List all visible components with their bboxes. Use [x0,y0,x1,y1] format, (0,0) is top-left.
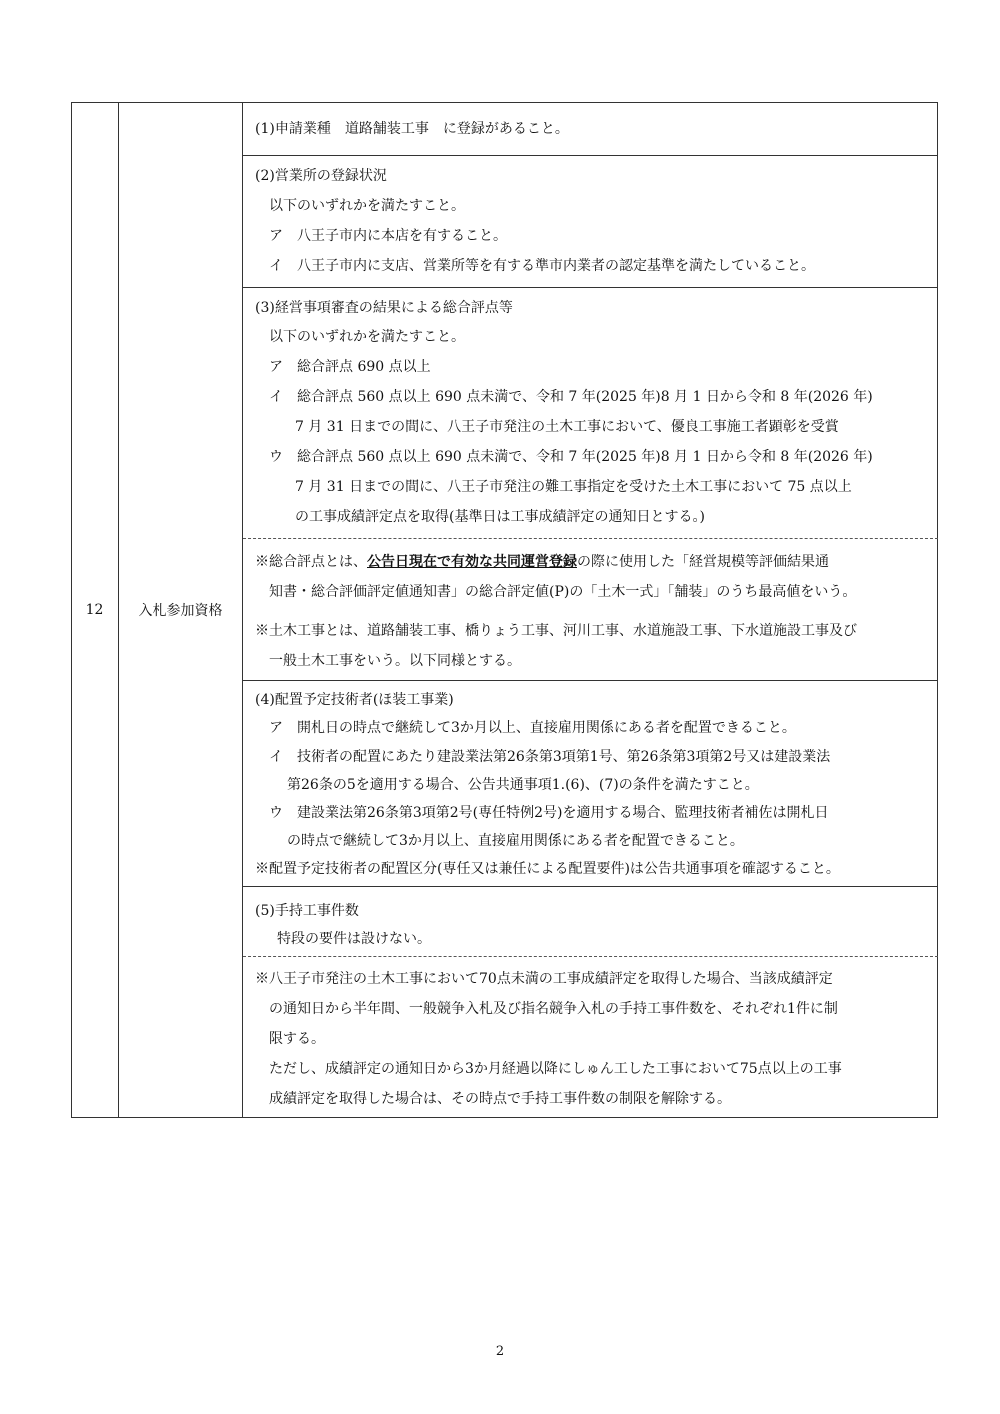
score-line: 7 月 31 日までの間に、八王子市発注の難工事指定を受けた土木工事において 75 点以上 [295,479,852,495]
score-note-line: 一般土木工事をいう。以下同様とする。 [269,653,521,669]
section-evaluation-score [243,287,938,538]
score-heading: (3)経営事項審査の結果による総合評点等 [255,300,513,316]
section-concurrent-works [243,886,938,956]
score-note-line: ※総合評点とは、公告日現在で有効な共同運営登録の際に使用した「経営規模等評価結果通 [255,554,829,570]
section-business-type [243,102,938,155]
office-line: ア 八王子市内に本店を有すること。 [269,228,507,244]
office-line: イ 八王子市内に支店、営業所等を有する準市内業者の認定基準を満たしていること。 [269,258,815,274]
row-number: 12 [71,102,119,1118]
concurrent-note-line: 成績評定を取得した場合は、その時点で手持工事件数の制限を解除する。 [269,1091,731,1107]
emphasis-text: 公告日現在で有効な共同運営登録 [367,554,577,570]
concurrent-line: 特段の要件は設けない。 [277,931,431,947]
score-line: 7 月 31 日までの間に、八王子市発注の土木工事において、優良工事施工者顕彰を受賞 [295,419,839,435]
engineer-line: ウ 建設業法第26条第3項第2号(専任特例2号)を適用する場合、監理技術者補佐は開札日 [269,805,829,821]
business-type-line: (1)申請業種 道路舗装工事 に登録があること。 [255,121,569,137]
concurrent-heading: (5)手持工事件数 [255,903,359,919]
section-concurrent-notes [243,956,938,1118]
score-line: イ 総合評点 560 点以上 690 点未満で、令和 7 年(2025 年)8 月 1 日から令和 8 年(2026 年) [269,389,873,405]
page-number: 2 [495,1344,505,1359]
concurrent-note-line: 限する。 [269,1031,325,1047]
score-line: ア 総合評点 690 点以上 [269,359,431,375]
score-line: の工事成績評定点を取得(基準日は工事成績評定の通知日とする。) [295,509,705,525]
section-score-notes [243,538,938,680]
engineer-line: イ 技術者の配置にあたり建設業法第26条第3項第1号、第26条第3項第2号又は建設業法 [269,749,831,765]
section-office-registration [243,155,938,287]
section-engineer [243,680,938,886]
office-heading: (2)営業所の登録状況 [255,168,387,184]
engineer-line: の時点で継続して3か月以上、直接雇用関係にある者を配置できること。 [287,833,744,849]
office-line: 以下のいずれかを満たすこと。 [269,198,465,214]
score-note-line: ※土木工事とは、道路舗装工事、橋りょう工事、河川工事、水道施設工事、下水道施設工事及び [255,623,857,639]
engineer-line: ア 開札日の時点で継続して3か月以上、直接雇用関係にある者を配置できること。 [269,720,796,736]
concurrent-note-line: ただし、成績評定の通知日から3か月経過以降にしゅん工した工事において75点以上の工事 [269,1061,842,1077]
engineer-line: 第26条の5を適用する場合、公告共通事項1.(6)、(7)の条件を満たすこと。 [287,777,759,793]
concurrent-note-line: の通知日から半年間、一般競争入札及び指名競争入札の手持工事件数を、それぞれ1件に制 [269,1001,838,1017]
engineer-note: ※配置予定技術者の配置区分(専任又は兼任による配置要件)は公告共通事項を確認すること。 [255,861,840,877]
score-line: ウ 総合評点 560 点以上 690 点未満で、令和 7 年(2025 年)8 月 1 日から令和 8 年(2026 年) [269,449,873,465]
row-label: 入札参加資格 [119,102,243,1118]
score-line: 以下のいずれかを満たすこと。 [269,329,465,345]
engineer-heading: (4)配置予定技術者(ほ装工事業) [255,692,454,708]
concurrent-note-line: ※八王子市発注の土木工事において70点未満の工事成績評定を取得した場合、当該成績評定 [255,971,833,987]
score-note-line: 知書・総合評価評定値通知書」の総合評定値(P)の「土木一式」「舗装」のうち最高値をいう。 [269,584,857,600]
